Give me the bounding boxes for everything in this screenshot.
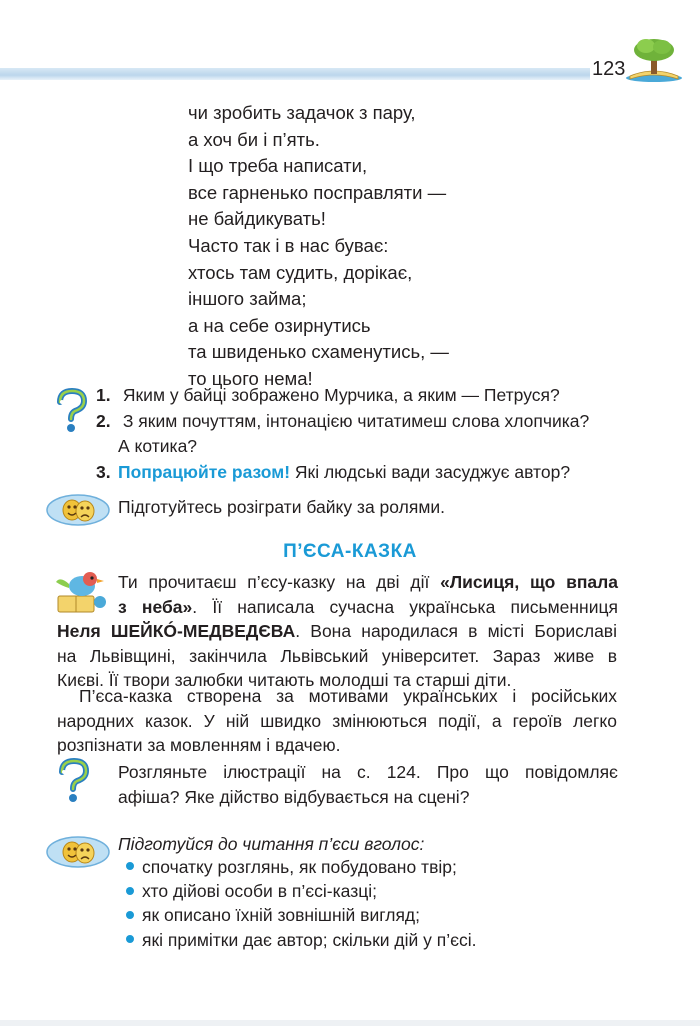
poem-line: а хоч би і п’ять. [188, 128, 320, 150]
play-description-paragraph [57, 684, 617, 758]
play-title: «Лисиця, що впала [440, 572, 618, 592]
intro-paragraph-part2 [57, 619, 617, 693]
intro-paragraph-part1 [118, 570, 618, 619]
intro-text: Ти прочитаєш п’єсу-казку на дві дії [118, 572, 441, 592]
question-number: 1. [96, 385, 111, 405]
question-1 [96, 385, 560, 406]
bullet-icon [126, 935, 134, 943]
group-work-label: Попрацюйте разом! [118, 462, 291, 482]
section-title: П’ЄСА-КАЗКА [283, 541, 417, 562]
author-surname: ШЕЙКÓ-МЕДВЕДЄВА [110, 621, 296, 641]
list-item [126, 903, 477, 927]
poem-line: іншого займа; [188, 288, 307, 310]
poem-line: та швиденько схаменутись, — [188, 341, 449, 363]
poem-line: все гарненько посправляти — [188, 181, 447, 203]
bullet-icon [126, 862, 134, 870]
reading-bird-icon [52, 566, 110, 618]
question-text: Яким у байці зображено Мурчика, а яким — Петруся? [122, 385, 560, 405]
question-mark-icon [52, 758, 96, 804]
poem-line: не байдикувать! [188, 208, 326, 230]
poem-line: чи зробить задачок з пару, [188, 102, 416, 123]
reading-checklist [126, 855, 477, 952]
poem-line: а на себе озирнутись [188, 314, 371, 336]
question-number: 3. [96, 462, 111, 482]
tree-book-icon [624, 36, 684, 82]
poem-excerpt [188, 100, 449, 393]
poem-line: то цього нема! [188, 367, 313, 389]
description-line: розпізнати за мовленням і вдачею. [57, 735, 341, 756]
list-item-text: хто дійові особи в п’єсі-казці; [142, 881, 377, 902]
question-2-continued: А котика? [118, 436, 198, 456]
bullet-icon [126, 887, 134, 895]
list-item [126, 879, 477, 903]
list-item [126, 855, 477, 879]
bullet-icon [126, 911, 134, 919]
question-mark-icon [50, 388, 94, 434]
list-item-text: як описано їхній зовнішній вигляд; [142, 905, 420, 926]
prepare-reading-task: Підготуйся до читання п’єси вголос: [118, 834, 425, 854]
intro-line [118, 595, 618, 620]
poem-line: хтось там судить, дорікає, [188, 261, 413, 283]
list-item-text: спочатку розглянь, як побудовано твір; [142, 857, 457, 877]
task-line: афіша? Яке дійство відбувається на сцені? [118, 786, 470, 807]
header-rule [0, 68, 590, 80]
intro-line [57, 619, 617, 644]
description-line: народних казок. У ній швидко змінюються події, а героїв легко [57, 710, 617, 731]
footer-rule [0, 1020, 700, 1026]
poem-line: Часто так і в нас буває: [188, 234, 389, 256]
list-item [126, 928, 477, 952]
question-3 [96, 462, 570, 483]
question-text: З яким почуттям, інтонацією читатимеш слова хлопчика? [122, 411, 590, 431]
intro-text: . Її написала сучасна українська письменниця [192, 596, 618, 617]
intro-text: . Вона народилася в місті Бориславі [295, 621, 617, 641]
intro-line: Києві. Її твори залюбки читають молодші та старші діти. [57, 670, 512, 691]
intro-line [118, 570, 618, 595]
question-text: Які людські вади засуджує автор? [290, 462, 571, 482]
prepare-roles-task: Підготуйтесь розіграти байку за ролями. [118, 497, 445, 517]
page-number: 123 [592, 58, 626, 80]
author-first-name: Неля [57, 621, 111, 641]
theatre-masks-icon [46, 494, 110, 526]
question-2 [96, 411, 589, 432]
poem-line: І що треба написати, [188, 155, 368, 177]
theatre-masks-icon [46, 836, 110, 868]
question-number: 2. [96, 411, 111, 431]
description-line: П’єса-казка створена за мотивами українських і російських [79, 686, 617, 706]
list-item-text: які примітки дає автор; скільки дій у п’єсі. [142, 929, 477, 950]
play-title-end: з неба» [118, 596, 193, 617]
illustrations-task [118, 760, 618, 809]
intro-line: на Львівщині, закінчила Львівський університет. Зараз живе в [57, 645, 617, 666]
task-line: Розгляньте ілюстрації на с. 124. Про що повідомляє [118, 762, 618, 782]
